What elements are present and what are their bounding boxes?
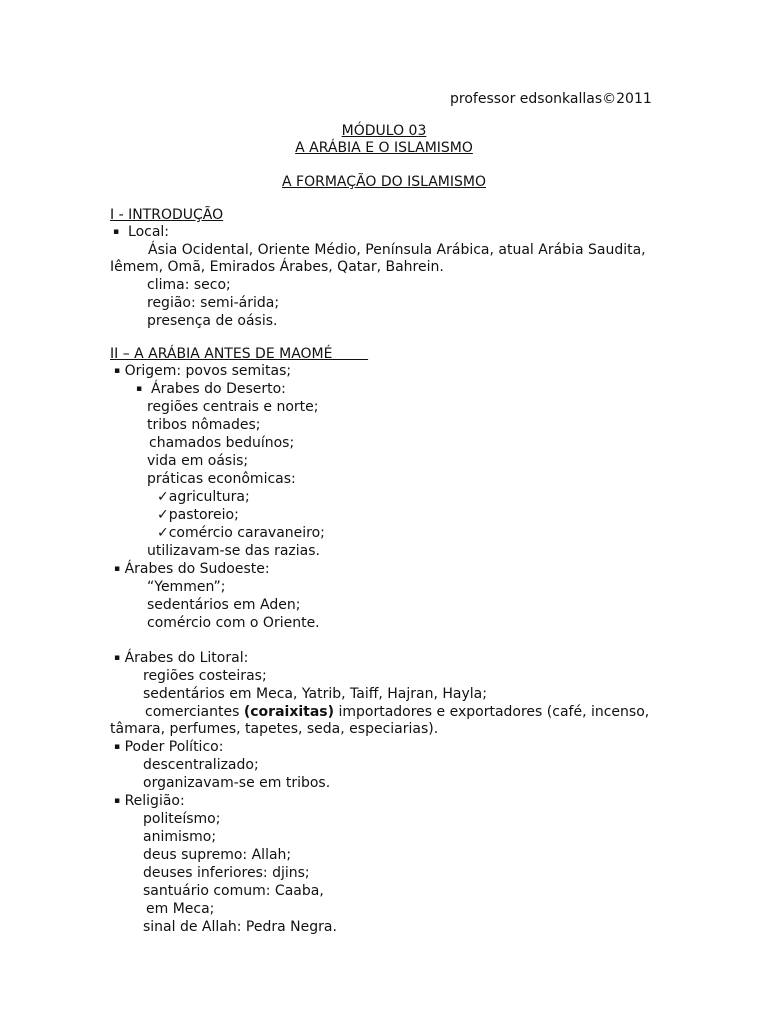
- bullet-religiao: [114, 792, 185, 810]
- list-item-label: Árabes do Deserto:: [151, 381, 286, 397]
- check-icon: ✓: [157, 489, 169, 505]
- checklist-item: ✓agricultura;: [157, 489, 250, 505]
- list-item: regiões costeiras;: [143, 668, 267, 684]
- bullet-icon: ▪: [114, 796, 121, 806]
- bullet-litoral: [114, 649, 248, 667]
- list-item: presença de oásis.: [147, 313, 278, 329]
- list-item-label: Religião:: [124, 793, 185, 809]
- list-item: santuário comum: Caaba,: [143, 883, 324, 899]
- list-item-label: Árabes do Sudoeste:: [124, 561, 270, 577]
- check-icon: ✓: [157, 525, 169, 541]
- list-item: sedentários em Meca, Yatrib, Taiff, Hajran, Hayla;: [143, 686, 487, 702]
- list-item: “Yemmen”;: [147, 579, 226, 595]
- bullet-icon: ▪: [113, 227, 120, 237]
- list-item: descentralizado;: [143, 757, 259, 773]
- paragraph-line: tâmara, perfumes, tapetes, seda, especiarias).: [110, 721, 439, 737]
- bullet-icon: ▪: [114, 366, 121, 376]
- bullet-icon: ▪: [114, 742, 121, 752]
- list-item-label: Local:: [128, 224, 170, 240]
- checklist-item: ✓comércio caravaneiro;: [157, 525, 325, 541]
- bullet-sudoeste: [114, 560, 270, 578]
- author-credit: professor edsonkallas©2011: [450, 91, 652, 107]
- list-item: vida em oásis;: [147, 453, 249, 469]
- list-item: clima: seco;: [147, 277, 231, 293]
- list-item: politeísmo;: [143, 811, 221, 827]
- list-item: organizavam-se em tribos.: [143, 775, 331, 791]
- list-item: utilizavam-se das razias.: [147, 543, 320, 559]
- paragraph-line: Iêmem, Omã, Emirados Árabes, Qatar, Bahrein.: [110, 259, 444, 275]
- list-item: chamados beduínos;: [149, 435, 295, 451]
- list-item: sinal de Allah: Pedra Negra.: [143, 919, 337, 935]
- section-heading-introducao: I - INTRODUÇÃO: [110, 207, 224, 223]
- check-icon: ✓: [157, 507, 169, 523]
- module-number: MÓDULO 03: [341, 123, 427, 139]
- list-item: deuses inferiores: djins;: [143, 865, 310, 881]
- bullet-origem: [114, 362, 291, 380]
- list-item-label: Árabes do Litoral:: [124, 650, 249, 666]
- bullet-local: [113, 223, 169, 241]
- list-item: região: semi-árida;: [147, 295, 280, 311]
- list-item: comerciantes (coraixitas) importadores e exportadores (café, incenso,: [145, 704, 650, 720]
- paragraph-line: Ásia Ocidental, Oriente Médio, Península Arábica, atual Arábia Saudita,: [148, 242, 646, 258]
- bullet-icon: ▪: [136, 384, 143, 394]
- bullet-icon: ▪: [114, 564, 121, 574]
- section-heading-arabia: II – A ARÁBIA ANTES DE MAOMÉ: [110, 346, 333, 362]
- bullet-icon: ▪: [114, 653, 121, 663]
- emphasis-text: (coraixitas): [243, 704, 335, 720]
- list-item: tribos nômades;: [147, 417, 261, 433]
- list-item-label: Origem: povos semitas;: [124, 363, 292, 379]
- list-item: comércio com o Oriente.: [147, 615, 320, 631]
- list-item: em Meca;: [146, 901, 215, 917]
- bullet-deserto: [136, 380, 286, 398]
- bullet-poder: [114, 738, 223, 756]
- module-title: A ARÁBIA E O ISLAMISMO: [295, 140, 473, 156]
- list-item: regiões centrais e norte;: [147, 399, 319, 415]
- list-item: animismo;: [143, 829, 217, 845]
- document-title: A FORMAÇÃO DO ISLAMISMO: [282, 174, 486, 190]
- list-item: sedentários em Aden;: [147, 597, 301, 613]
- list-item-label: Poder Político:: [124, 739, 224, 755]
- list-item: práticas econômicas:: [147, 471, 296, 487]
- list-item: deus supremo: Allah;: [143, 847, 292, 863]
- checklist-item: ✓pastoreio;: [157, 507, 239, 523]
